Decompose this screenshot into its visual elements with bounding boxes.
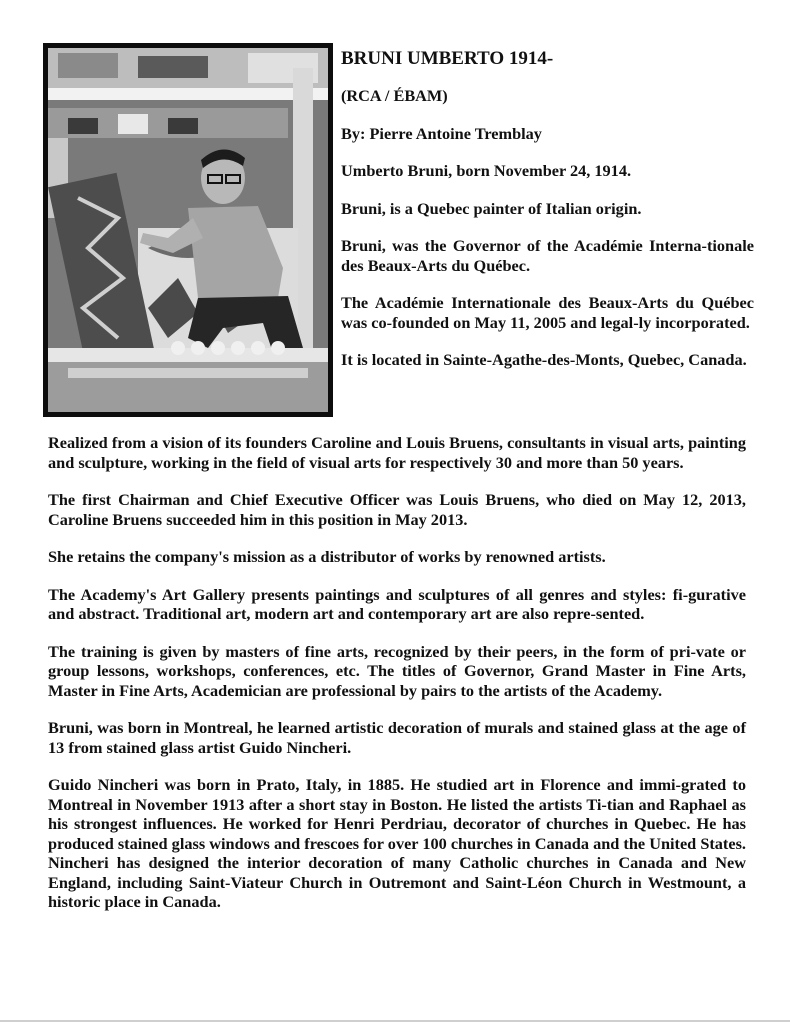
- body-paragraph: Bruni, was born in Montreal, he learned artistic decoration of murals and stained glass at the age of 13 from stained glass artist Guido Nincheri.: [48, 718, 746, 757]
- body-text: [48, 433, 746, 930]
- subtitle: (RCA / ÉBAM): [341, 86, 448, 105]
- side-paragraph: It is located in Sainte-Agathe-des-Monts, Quebec, Canada.: [341, 350, 747, 369]
- portrait-photo: [43, 43, 333, 417]
- body-paragraph: The first Chairman and Chief Executive Officer was Louis Bruens, who died on May 12, 2013, Caroline Bruens succeeded him in this position in May 2013.: [48, 490, 746, 529]
- body-paragraph: Realized from a vision of its founders Caroline and Louis Bruens, consultants in visual arts, painting and sculpture, working in the field of visual arts for respectively 30 and more than 50 years.: [48, 433, 746, 472]
- header-column: [341, 48, 754, 388]
- page-bottom-rule: [0, 1020, 790, 1022]
- byline: By: Pierre Antoine Tremblay: [341, 123, 542, 143]
- body-paragraph: The Academy's Art Gallery presents paintings and sculptures of all genres and styles: fi-gurative and abstract. Traditional art, modern art and contemporary art are also repre-sented.: [48, 584, 746, 623]
- side-paragraph: Bruni, is a Quebec painter of Italian origin.: [341, 198, 642, 218]
- page-title: BRUNI UMBERTO 1914-: [341, 48, 554, 69]
- side-paragraph: The Académie Internationale des Beaux-Arts du Québec was co-founded on May 11, 2005 and legal-ly incorporated.: [341, 293, 754, 332]
- side-paragraph: Bruni, was the Governor of the Académie Interna-tionale des Beaux-Arts du Québec.: [341, 236, 754, 275]
- body-paragraph: The training is given by masters of fine arts, recognized by their peers, in the form of pri-vate or group lessons, workshops, conferences, etc. The titles of Governor, Grand Master in Fine Arts, Master in Fine Arts, Academician are professional by pairs to the artists of the Academy.: [48, 641, 746, 700]
- body-paragraph: Guido Nincheri was born in Prato, Italy, in 1885. He studied art in Florence and immi-grated to Montreal in November 1913 after a short stay in Boston. He listed the artists Ti-tian and Raphael as his strongest influences. He worked for Henri Perdriau, decorator of churches in Quebec. He has produced stained glass windows and frescoes for over 100 churches in Canada and the United States. Nincheri has designed the interior decoration of many Catholic churches in Canada and New England, including Saint-Viateur Church in Outremont and Saint-Léon Church in Westmount, a historic place in Canada.: [48, 775, 746, 911]
- side-paragraph: Umberto Bruni, born November 24, 1914.: [341, 161, 632, 180]
- painter-at-work-photo: [48, 48, 328, 412]
- body-paragraph: She retains the company's mission as a distributor of works by renowned artists.: [48, 547, 606, 566]
